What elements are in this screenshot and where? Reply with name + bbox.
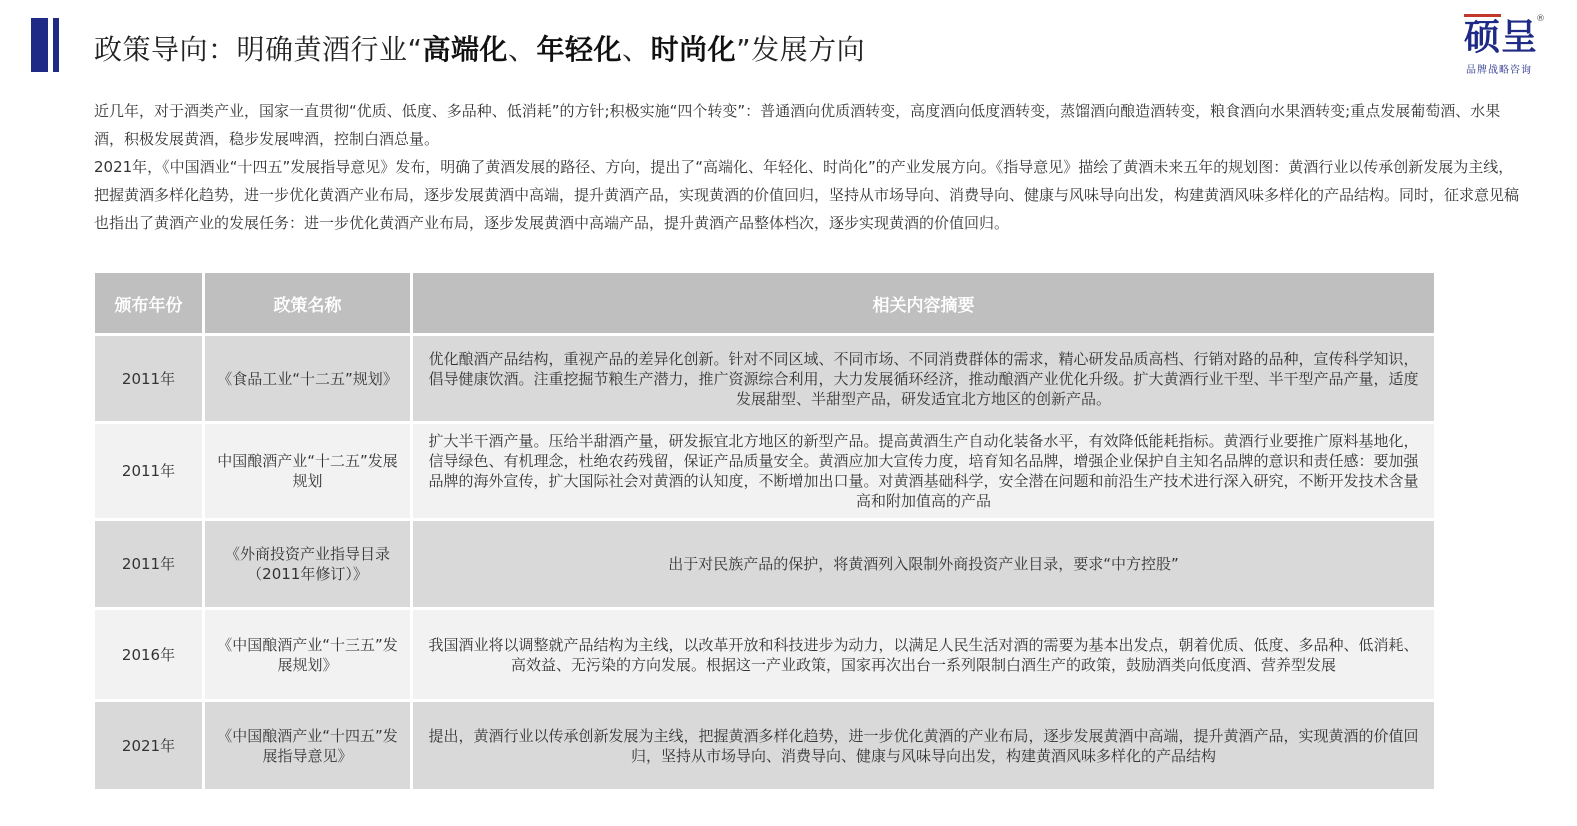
cell-year: 2011年: [94, 520, 204, 609]
title-sep-2: 、: [622, 33, 651, 66]
cell-policy-name: 《中国酿酒产业“十三五”发展规划》: [204, 609, 412, 701]
cell-policy-name: 中国酿酒产业“十二五”发展规划: [204, 423, 412, 520]
title-sep-1: 、: [508, 33, 537, 66]
logo-registered-mark: ®: [1536, 14, 1545, 24]
policy-table: [92, 270, 1437, 792]
cell-year: 2011年: [94, 423, 204, 520]
accent-bar-thin: [53, 18, 59, 72]
table-row: [94, 335, 1436, 423]
cell-summary: 扩大半干酒产量。压给半甜酒产量，研发振宜北方地区的新型产品。提高黄酒生产自动化装备水平，有效降低能耗指标。黄酒行业要推广原料基地化，信导绿色、有机理念，杜绝农药残留，保证产品质量安全。黄酒应加大宣传力度，培育知名品牌，增强企业保护自主知名品牌的意识和责任感：要加强品牌的海外宣传，扩大国际社会对黄酒的认知度，不断增加出口量。对黄酒基础科学，安全潜在问题和前沿生产技术进行深入研究，不断开发技术含量高和附加值高的产品: [412, 423, 1436, 520]
title-highlight-fashion: 时尚化: [650, 33, 737, 66]
title-accent-bar: [31, 18, 59, 72]
logo-char-2: 呈: [1501, 17, 1539, 58]
table-row: [94, 520, 1436, 609]
cell-summary: 提出，黄酒行业以传承创新发展为主线，把握黄酒多样化趋势，进一步优化黄酒的产业布局，逐步发展黄酒中高端，提升黄酒产品，实现黄酒的价值回归，坚持从市场导向、消费导向、健康与风味导向出发，构建黄酒风味多样化的产品结构: [412, 701, 1436, 791]
cell-summary: 我国酒业将以调整就产品结构为主线，以改革开放和科技进步为动力，以满足人民生活对酒的需要为基本出发点，朝着优质、低度、多品种、低消耗、高效益、无污染的方向发展。根据这一产业政策，国家再次出台一系列限制白酒生产的政策，鼓励酒类向低度酒、营养型发展: [412, 609, 1436, 701]
page-title: [94, 30, 865, 70]
cell-summary: 优化酿酒产品结构，重视产品的差异化创新。针对不同区域、不同市场、不同消费群体的需求，精心研发品质高档、行销对路的品种，宣传科学知识，倡导健康饮酒。注重挖掘节粮生产潜力，推广资源综合利用，大力发展循环经济，推动酿酒产业优化升级。扩大黄酒行业干型、半干型产品产量，适度发展甜型、半甜型产品，研发适宜北方地区的创新产品。: [412, 335, 1436, 423]
intro-text: [94, 97, 1524, 237]
logo-char-1: 硕: [1464, 14, 1501, 58]
cell-year: 2011年: [94, 335, 204, 423]
cell-policy-name: 《中国酿酒产业“十四五”发展指导意见》: [204, 701, 412, 791]
title-prefix: 政策导向：明确黄酒行业“: [94, 33, 423, 66]
cell-year: 2016年: [94, 609, 204, 701]
header-summary: 相关内容摘要: [412, 272, 1436, 335]
header-policy-name: 政策名称: [204, 272, 412, 335]
table-header-row: [94, 272, 1436, 335]
cell-policy-name: 《食品工业“十二五”规划》: [204, 335, 412, 423]
table-row: [94, 701, 1436, 791]
logo-tagline: 品牌战略咨询: [1466, 65, 1532, 76]
table-row: [94, 609, 1436, 701]
brand-logo: [1464, 16, 1544, 78]
cell-summary: 出于对民族产品的保护，将黄酒列入限制外商投资产业目录，要求“中方控股”: [412, 520, 1436, 609]
table-row: [94, 423, 1436, 520]
logo-wordmark: [1464, 16, 1538, 60]
cell-policy-name: 《外商投资产业指导目录（2011年修订）》: [204, 520, 412, 609]
cell-year: 2021年: [94, 701, 204, 791]
intro-paragraph-1: 近几年，对于酒类产业，国家一直贯彻“优质、低度、多品种、低消耗”的方针;积极实施“四个转变”：普通酒向优质酒转变，高度酒向低度酒转变，蒸馏酒向酿造酒转变，粮食酒向水果酒转变;重点发展葡萄酒、水果酒，积极发展黄酒，稳步发展啤酒，控制白酒总量。: [94, 102, 1501, 148]
intro-paragraph-2: 2021年，《中国酒业“十四五”发展指导意见》发布，明确了黄酒发展的路径、方向，提出了“高端化、年轻化、时尚化”的产业发展方向。《指导意见》描绘了黄酒未来五年的规划图：黄酒行业以传承创新发展为主线，把握黄酒多样化趋势，进一步优化黄酒产业布局，逐步发展黄酒中高端，提升黄酒产品，实现黄酒的价值回归，坚持从市场导向、消费导向、健康与风味导向出发，构建黄酒风味多样化的产品结构。同时，征求意见稿也指出了黄酒产业的发展任务：进一步优化黄酒产业布局，逐步发展黄酒中高端产品，提升黄酒产品整体档次，逐步实现黄酒的价值回归。: [94, 158, 1520, 232]
accent-bar-thick: [31, 18, 48, 72]
header-year: 颁布年份: [94, 272, 204, 335]
title-highlight-premium: 高端化: [422, 33, 509, 66]
title-highlight-youth: 年轻化: [536, 33, 623, 66]
title-suffix: ”发展方向: [736, 33, 866, 66]
